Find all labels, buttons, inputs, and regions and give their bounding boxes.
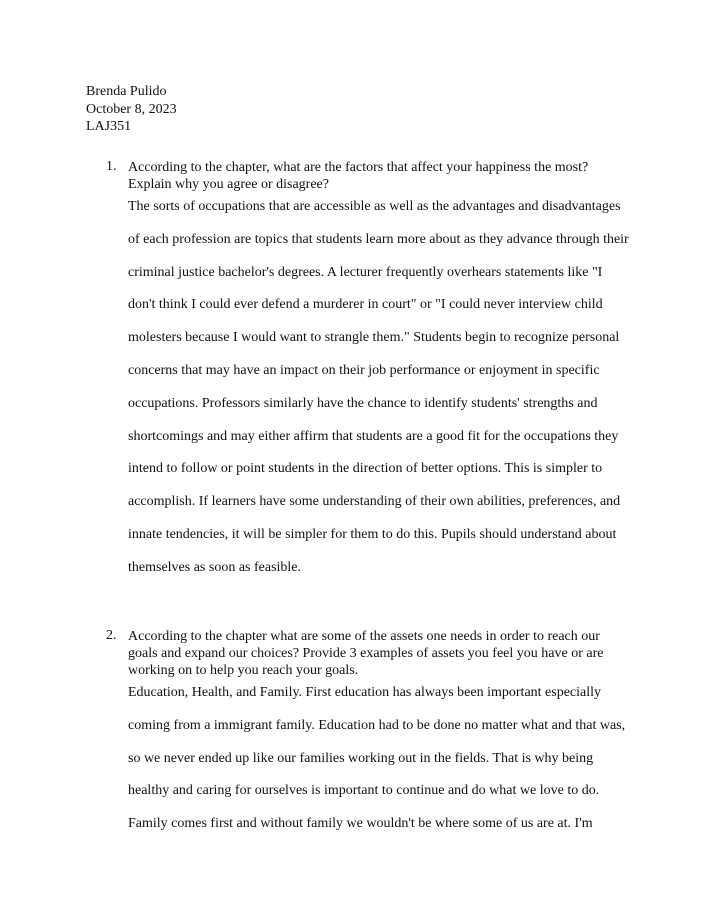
question-2 [86, 628, 646, 847]
document-date: October 8, 2023 [86, 101, 177, 117]
answer-line: criminal justice bachelor's degrees. A lecturer frequently overhears statements like "I [128, 264, 603, 280]
answer-line: innate tendencies, it will be simpler for them to do this. Pupils should understand about [128, 526, 617, 542]
answer-line: molesters because I would want to strangle them." Students begin to recognize personal [128, 330, 620, 346]
answer-line: shortcomings and may either affirm that students are a good fit for the occupations they [128, 428, 619, 444]
answer-paragraph [128, 683, 646, 847]
answer-line: healthy and caring for ourselves is important to continue and do what we love to do. [128, 783, 600, 799]
answer-paragraph [128, 197, 646, 591]
prompt-line: working on to help you reach your goals. [128, 663, 359, 678]
question-prompt [128, 159, 646, 193]
answer-line: Family comes first and without family we wouldn't be where some of us are at. I'm [128, 816, 593, 832]
question-number: 1. [106, 159, 117, 174]
author-name: Brenda Pulido [86, 84, 167, 99]
answer-line: so we never ended up like our families working out in the fields. That is why being [128, 750, 594, 766]
document-header [86, 83, 177, 136]
answer-line: intend to follow or point students in the direction of better options. This is simpler to [128, 461, 603, 477]
answer-line: Education, Health, and Family. First education has always been important especially [128, 685, 602, 700]
answer-line: coming from a immigrant family. Education had to be done no matter what and that was, [128, 717, 626, 733]
question-1 [86, 159, 646, 591]
answer-line: of each profession are topics that students learn more about as they advance through their [128, 231, 629, 247]
answer-line: don't think I could ever defend a murderer in court" or "I could never interview child [128, 297, 603, 313]
prompt-line: Explain why you agree or disagree? [128, 177, 329, 192]
answer-line: The sorts of occupations that are accessible as well as the advantages and disadvantages [128, 199, 621, 214]
question-number: 2. [106, 628, 117, 643]
prompt-line: According to the chapter, what are the factors that affect your happiness the most? [128, 160, 589, 175]
prompt-line: goals and expand our choices? Provide 3 examples of assets you feel you have or are [128, 646, 604, 661]
prompt-line: According to the chapter what are some of the assets one needs in order to reach our [128, 629, 600, 644]
answer-line: accomplish. If learners have some understanding of their own abilities, preferences, and [128, 494, 621, 510]
answer-line: occupations. Professors similarly have the chance to identify students' strengths and [128, 395, 598, 411]
answer-line: concerns that may have an impact on their job performance or enjoyment in specific [128, 362, 600, 378]
course-code: LAJ351 [86, 119, 132, 134]
answer-line: themselves as soon as feasible. [128, 559, 302, 575]
question-prompt [128, 628, 646, 679]
